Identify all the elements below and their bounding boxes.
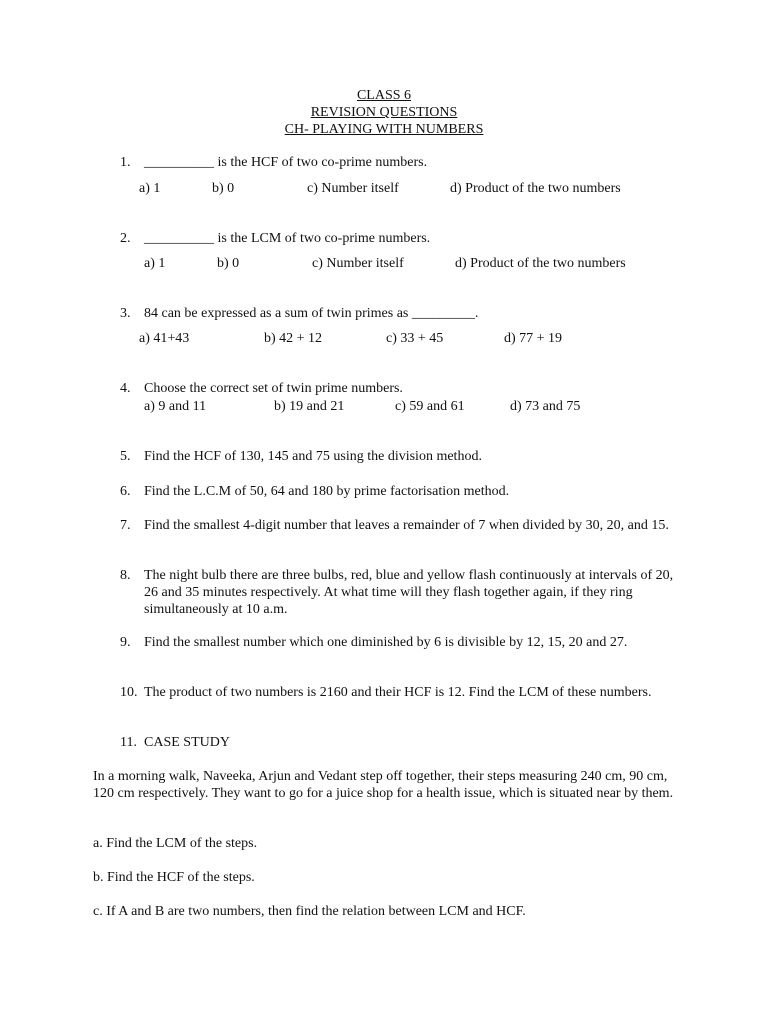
question-4 xyxy=(120,380,680,397)
option-d: d) 77 + 19 xyxy=(504,331,563,346)
question-number: 4. xyxy=(120,381,131,396)
question-text: The night bulb there are three bulbs, red, blue and yellow flash continuously at intervals of 20, 26 and 35 minutes respectively. At what time will they flash together again, if they ring simultaneously at 10 a.m. xyxy=(144,568,674,617)
question-number: 5. xyxy=(120,449,131,464)
revision-title: REVISION QUESTIONS xyxy=(310,105,458,120)
case-study-part-a: a. Find the LCM of the steps. xyxy=(93,836,258,851)
document-header xyxy=(0,87,768,138)
question-3 xyxy=(120,305,680,322)
question-number: 10. xyxy=(120,685,138,700)
option-d: d) Product of the two numbers xyxy=(455,256,626,271)
option-b: b) 19 and 21 xyxy=(274,399,345,414)
question-5 xyxy=(120,448,680,465)
question-number: 3. xyxy=(120,306,131,321)
option-b: b) 42 + 12 xyxy=(264,331,323,346)
option-b: b) 0 xyxy=(212,181,235,196)
question-number: 1. xyxy=(120,155,131,170)
question-1 xyxy=(120,154,680,171)
chapter-title: CH- PLAYING WITH NUMBERS xyxy=(284,122,484,137)
question-text: Find the smallest 4-digit number that leaves a remainder of 7 when divided by 30, 20, and 15. xyxy=(144,518,669,533)
question-text: The product of two numbers is 2160 and their HCF is 12. Find the LCM of these numbers. xyxy=(144,685,652,700)
question-text: Choose the correct set of twin prime numbers. xyxy=(144,381,403,396)
question-text: CASE STUDY xyxy=(144,735,230,750)
option-c: c) Number itself xyxy=(307,181,399,196)
option-a: a) 9 and 11 xyxy=(144,399,207,414)
question-number: 2. xyxy=(120,231,131,246)
question-number: 7. xyxy=(120,518,131,533)
question-number: 11. xyxy=(120,735,137,750)
option-a: a) 1 xyxy=(139,181,161,196)
question-6 xyxy=(120,483,680,500)
question-text: __________ is the LCM of two co-prime numbers. xyxy=(144,231,431,246)
question-number: 8. xyxy=(120,568,131,583)
question-11 xyxy=(120,734,680,751)
question-8 xyxy=(120,567,680,618)
question-9 xyxy=(120,634,680,651)
question-text: __________ is the HCF of two co-prime numbers. xyxy=(144,155,428,170)
question-number: 9. xyxy=(120,635,131,650)
option-c: c) 59 and 61 xyxy=(395,399,465,414)
question-number: 6. xyxy=(120,484,131,499)
option-c: c) Number itself xyxy=(312,256,404,271)
case-study-part-c: c. If A and B are two numbers, then find the relation between LCM and HCF. xyxy=(93,904,526,919)
case-study-paragraph: In a morning walk, Naveeka, Arjun and Vedant step off together, their steps measuring 240 cm, 90 cm, 120 cm respectively. They want to go for a juice shop for a health issue, which is situated near by them. xyxy=(93,769,674,801)
option-d: d) Product of the two numbers xyxy=(450,181,621,196)
option-a: a) 1 xyxy=(144,256,166,271)
question-text: Find the smallest number which one diminished by 6 is divisible by 12, 15, 20 and 27. xyxy=(144,635,628,650)
question-text: 84 can be expressed as a sum of twin primes as _________. xyxy=(144,306,479,321)
option-c: c) 33 + 45 xyxy=(386,331,444,346)
case-study-part-b: b. Find the HCF of the steps. xyxy=(93,870,255,885)
question-2 xyxy=(120,230,680,247)
option-a: a) 41+43 xyxy=(139,331,190,346)
option-b: b) 0 xyxy=(217,256,240,271)
question-7 xyxy=(120,517,680,534)
option-d: d) 73 and 75 xyxy=(510,399,581,414)
question-text: Find the HCF of 130, 145 and 75 using the division method. xyxy=(144,449,482,464)
question-text: Find the L.C.M of 50, 64 and 180 by prime factorisation method. xyxy=(144,484,510,499)
question-10 xyxy=(120,684,680,701)
class-title: CLASS 6 xyxy=(356,88,412,103)
